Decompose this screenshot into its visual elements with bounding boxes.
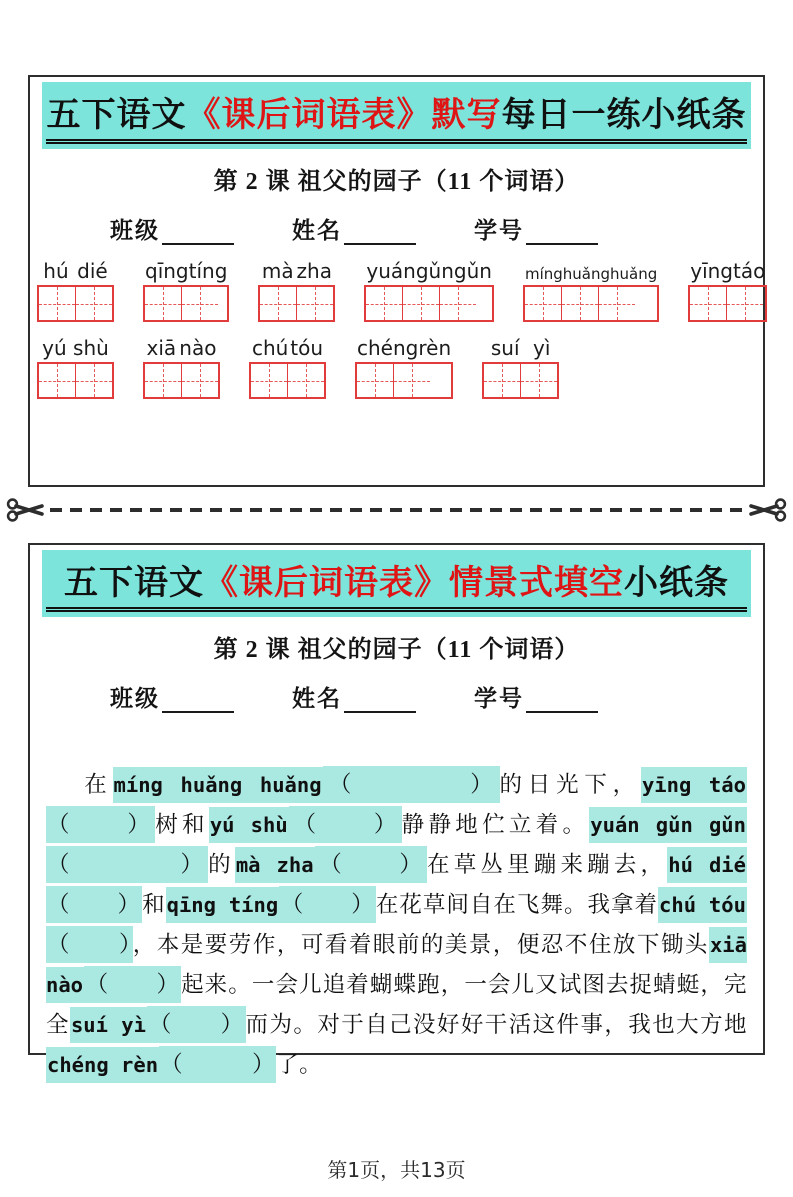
slip2-title	[46, 552, 747, 612]
field-label: 班级	[110, 686, 160, 711]
word-group-míng-huǎng-huǎng	[523, 265, 659, 322]
write-in-blank	[344, 707, 416, 713]
pinyin-clue: xiā nào	[46, 927, 747, 1003]
writing-grid	[143, 285, 229, 322]
pinyin-syllable: chéng	[357, 336, 419, 360]
tianzige-cell	[296, 287, 333, 320]
answer-blank: （ ）	[84, 966, 181, 1003]
word-group-xiā-nào	[143, 336, 220, 399]
student-field-学号	[474, 212, 598, 245]
pinyin-label	[688, 259, 767, 283]
field-label: 姓名	[292, 686, 342, 711]
tianzige-cell	[525, 287, 561, 320]
paragraph-text: 而为。对于自己没好好干活这件事，我也大方地	[245, 1012, 747, 1037]
answer-blank: （ ）	[46, 926, 133, 963]
writing-grid	[482, 362, 559, 399]
writing-grid	[37, 285, 114, 322]
pinyin-syllable: míng	[524, 265, 563, 283]
tianzige-cell	[726, 287, 763, 320]
write-in-blank	[162, 239, 234, 245]
pinyin-syllable: yì	[532, 336, 551, 360]
pinyin-syllable: dié	[77, 259, 108, 283]
word-group-yuán-gǔn-gǔn	[364, 259, 494, 322]
slip1-title-bar	[42, 82, 751, 149]
tianzige-cell	[145, 364, 181, 397]
scissors-icon	[747, 496, 787, 524]
tianzige-cell	[251, 364, 287, 397]
writing-grid	[523, 285, 659, 322]
tianzige-cell	[598, 287, 635, 320]
slip1-lesson-subtitle: 第 2 课 祖父的园子（11 个词语）	[213, 169, 580, 195]
word-group-hú-dié	[37, 259, 114, 322]
pinyin-label	[249, 336, 326, 360]
writing-grid	[37, 362, 114, 399]
pinyin-label	[37, 259, 114, 283]
answer-blank: （ ）	[279, 886, 376, 923]
title-text-part: 每日一练小纸条	[501, 97, 747, 134]
pinyin-clue: hú dié	[667, 847, 747, 883]
paragraph-text: 的日光下，	[499, 772, 641, 797]
answer-blank: （ ）	[323, 766, 500, 803]
tianzige-cell	[690, 287, 726, 320]
field-label: 学号	[474, 686, 524, 711]
tianzige-cell	[484, 364, 520, 397]
student-field-姓名	[292, 680, 416, 713]
writing-grid	[249, 362, 326, 399]
pinyin-label	[143, 336, 220, 360]
write-in-blank	[526, 707, 598, 713]
answer-blank: （ ）	[46, 806, 155, 843]
paragraph-text: 在	[84, 772, 113, 797]
pinyin-label	[37, 336, 114, 360]
pinyin-syllable: rèn	[418, 336, 452, 360]
pinyin-clue: suí yì	[70, 1007, 147, 1043]
title-text-part: 小纸条	[624, 565, 729, 602]
writing-grid	[355, 362, 453, 399]
writing-grid	[688, 285, 767, 322]
student-field-班级	[110, 680, 234, 713]
writing-grid	[258, 285, 335, 322]
pinyin-syllable: yuán	[366, 259, 416, 283]
answer-blank: （ ）	[147, 1006, 246, 1043]
tianzige-cell	[39, 364, 75, 397]
scissors-icon	[6, 496, 46, 524]
pinyin-syllable: suí	[490, 336, 520, 360]
pinyin-syllable: gǔn	[415, 259, 454, 283]
pinyin-clue: mà zha	[235, 847, 315, 883]
slip2-title-bar	[42, 550, 751, 617]
word-row	[30, 336, 763, 399]
word-group-chéng-rèn	[355, 336, 453, 399]
context-fill-slip-box	[28, 543, 765, 1077]
paragraph-text: 静静地伫立着。	[401, 812, 590, 837]
title-text-part: 五下语文	[64, 565, 204, 602]
pinyin-label	[143, 259, 229, 283]
page-indicator: 第1页，共13页	[327, 1158, 466, 1182]
pinyin-label	[364, 259, 494, 283]
tianzige-cell	[561, 287, 598, 320]
pinyin-syllable: qīng	[145, 259, 189, 283]
answer-blank: （ ）	[289, 806, 402, 843]
pinyin-syllable: tóu	[290, 336, 324, 360]
pinyin-syllable: huǎng	[562, 265, 610, 283]
field-label: 学号	[474, 218, 524, 243]
field-label: 姓名	[292, 218, 342, 243]
cut-here-divider	[6, 493, 787, 527]
tianzige-cell	[439, 287, 476, 320]
pinyin-label	[258, 259, 335, 283]
worksheet-page	[0, 75, 793, 1197]
answer-blank: （ ）	[46, 886, 142, 923]
student-field-学号	[474, 680, 598, 713]
answer-blank: （ ）	[159, 1046, 276, 1083]
word-group-chú-tóu	[249, 336, 326, 399]
tianzige-cell	[287, 364, 324, 397]
pinyin-clue: qīng tíng	[166, 887, 280, 923]
tianzige-cell	[75, 287, 112, 320]
student-field-班级	[110, 212, 234, 245]
pinyin-clue: chéng rèn	[46, 1047, 159, 1083]
pinyin-syllable: huǎng	[610, 265, 658, 283]
pinyin-syllable: shù	[73, 336, 109, 360]
answer-blank: （ ）	[46, 846, 208, 883]
pinyin-word-grid-rows	[30, 259, 766, 399]
student-field-姓名	[292, 212, 416, 245]
slip1-title	[46, 84, 747, 144]
tianzige-cell	[39, 287, 75, 320]
title-text-part: 《课后词语表》	[186, 97, 432, 134]
paragraph-text: 和	[142, 892, 166, 917]
dashed-cut-line	[50, 508, 743, 512]
word-row	[30, 259, 766, 322]
title-text-part: 情景式填空	[449, 565, 624, 602]
paragraph-text: 了。	[276, 1052, 323, 1077]
write-in-blank	[526, 239, 598, 245]
pinyin-clue: yuán gǔn gǔn	[589, 807, 747, 843]
pinyin-syllable: yīng	[690, 259, 733, 283]
tianzige-cell	[393, 364, 430, 397]
tianzige-cell	[357, 364, 393, 397]
paragraph-text: 在花草间自在飞舞。我拿着	[375, 892, 659, 917]
slip2-student-fields	[30, 680, 763, 713]
tianzige-cell	[145, 287, 181, 320]
tianzige-cell	[181, 287, 218, 320]
word-group-yú-shù	[37, 336, 114, 399]
tianzige-cell	[366, 287, 402, 320]
pinyin-syllable: mà	[261, 259, 294, 283]
pinyin-label	[482, 336, 559, 360]
writing-grid	[364, 285, 494, 322]
paragraph-text: ，本是要劳作，可看着眼前的美景，便忍不住放下锄头	[132, 932, 709, 957]
writing-grid	[143, 362, 220, 399]
answer-blank: （ ）	[315, 846, 427, 883]
context-paragraph	[46, 765, 747, 1085]
tianzige-cell	[520, 364, 557, 397]
write-in-blank	[162, 707, 234, 713]
write-in-blank	[344, 239, 416, 245]
word-group-mà-zha	[258, 259, 335, 322]
pinyin-clue: yīng táo	[641, 767, 747, 803]
pinyin-label	[355, 336, 453, 360]
paragraph-text: 起来。一会儿追着蝴蝶跑，一会儿又试图去捉蜻蜓，完全	[46, 972, 747, 1037]
word-group-suí-yì	[482, 336, 559, 399]
title-text-part: 《课后词语表》	[204, 565, 449, 602]
pinyin-clue: chú tóu	[658, 887, 747, 923]
pinyin-syllable: nào	[179, 336, 217, 360]
pinyin-syllable: zha	[296, 259, 332, 283]
pinyin-syllable: chú	[251, 336, 289, 360]
word-group-yīng-táo	[688, 259, 767, 322]
pinyin-syllable: xiā	[146, 336, 177, 360]
slip1-student-fields	[30, 212, 763, 245]
slip2-lesson-subtitle: 第 2 课 祖父的园子（11 个词语）	[213, 637, 580, 663]
paragraph-text: 树和	[155, 812, 209, 837]
field-label: 班级	[110, 218, 160, 243]
title-text-part: 默写	[431, 97, 502, 134]
title-text-part: 五下语文	[46, 97, 187, 134]
pinyin-label	[523, 265, 659, 283]
tianzige-cell	[75, 364, 112, 397]
word-group-qīng-tíng	[143, 259, 229, 322]
tianzige-cell	[181, 364, 218, 397]
pinyin-syllable: táo	[733, 259, 766, 283]
tianzige-cell	[402, 287, 439, 320]
paragraph-text: 在草丛里蹦来蹦去，	[427, 852, 668, 877]
pinyin-syllable: gǔn	[453, 259, 492, 283]
pinyin-clue: míng huǎng huǎng	[113, 767, 323, 803]
pinyin-clue: yú shù	[209, 807, 289, 843]
paragraph-text: 的	[208, 852, 235, 877]
pinyin-syllable: hú	[43, 259, 69, 283]
pinyin-syllable: tíng	[188, 259, 228, 283]
pinyin-syllable: yú	[42, 336, 67, 360]
dictation-slip-box	[28, 75, 765, 487]
tianzige-cell	[260, 287, 296, 320]
